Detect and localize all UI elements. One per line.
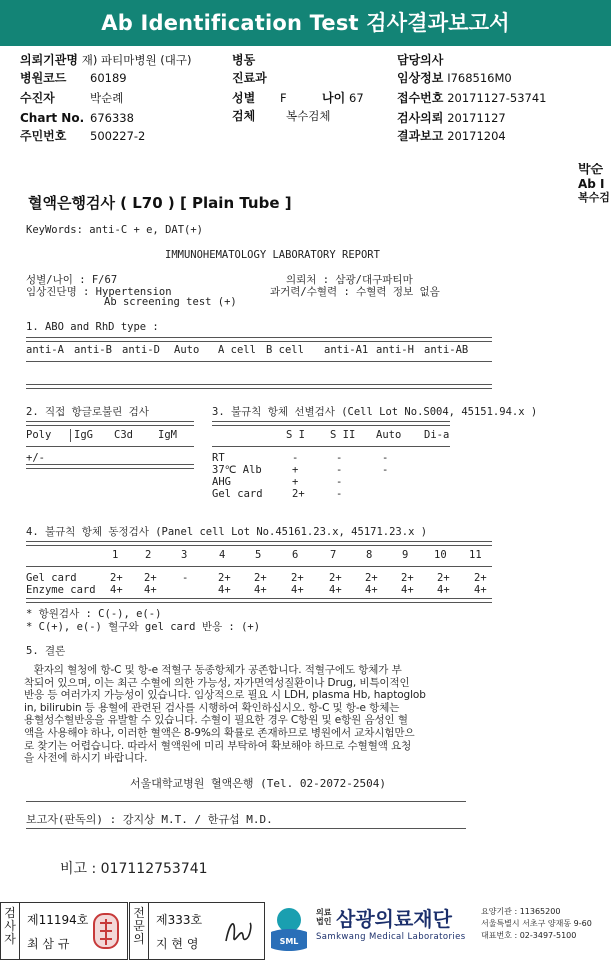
sec3-row: [212, 476, 462, 488]
keywords: KeyWords: anti-C + e, DAT(+): [26, 224, 204, 236]
sec2-h3: IgM: [158, 429, 177, 441]
footer: [0, 900, 611, 963]
adjacent-line-1: 박순: [578, 163, 604, 177]
antigen-line-2: * C(+), e(-) 혈구와 gel card 반응 : (+): [26, 621, 261, 633]
sec2-bottom-rule: [26, 464, 194, 469]
conclusion-text: [24, 664, 494, 765]
sec4-cell: -: [182, 572, 189, 584]
inspector-seal-icon: [91, 911, 121, 951]
sec4-bottom-rule: [26, 598, 492, 603]
hospital-code-value: 60189: [90, 71, 127, 85]
specimen-value: 복수검체: [286, 109, 331, 123]
sec3-cell-auto: -: [382, 452, 389, 464]
sec2-h1: IgG: [74, 429, 93, 441]
sec3-title: 3. 불규칙 항체 선별검사 (Cell Lot No.S004, 45151.94.x ): [212, 406, 538, 418]
report-title: Ab Identification Test 검사결과보고서: [101, 11, 510, 35]
hospital-code-label: 병원코드: [20, 71, 67, 85]
sec4-col: 10: [434, 549, 447, 561]
conclusion-line: 액을 사용해야 하나, 이러한 혈액은 8-9%의 확률로 존재하므로 병원에서 교차시험만으: [24, 726, 415, 739]
inspector-license: 제11194호: [27, 913, 89, 927]
sec4-cell: 2+: [110, 572, 123, 584]
sec3-row: [212, 464, 462, 476]
sec1-h0: anti-A: [26, 344, 64, 356]
sec1-top-rule: [26, 337, 492, 342]
sml-badge-text: SML: [279, 937, 299, 946]
sec2-value: +/-: [26, 452, 45, 464]
sec4-cell: 4+: [291, 584, 304, 596]
sec3-cell-si: +: [292, 476, 299, 488]
sec3-header-row: [212, 429, 462, 443]
diagnosis-line-2: Ab screening test (+): [104, 296, 237, 308]
request-label: 검사의뢰: [397, 111, 444, 125]
sec3-h2: Auto: [376, 429, 402, 441]
sec4-cell: 4+: [401, 584, 414, 596]
sec4-cell: 4+: [254, 584, 267, 596]
sec3-row: [212, 488, 462, 500]
test-title: 혈액은행검사 ( L70 ) [ Plain Tube ]: [28, 194, 292, 212]
sec2-h2: C3d: [114, 429, 133, 441]
signature-icon: [220, 911, 260, 951]
sec3-table: [212, 452, 462, 504]
sec4-header-row: [26, 549, 496, 563]
sec1-bottom-rule: [26, 384, 492, 389]
sec4-title: 4. 불규칙 항체 동정검사 (Panel cell Lot No.45161.23.x, 45171.23.x ): [26, 526, 428, 538]
sec4-col: 7: [330, 549, 337, 561]
sec4-cell: 2+: [365, 572, 378, 584]
logo-english: Samkwang Medical Laboratories: [316, 932, 466, 942]
sec4-col: 1: [112, 549, 119, 561]
report-date-label: 결과보고: [397, 129, 444, 143]
requester-line: 의뢰처 : 삼광/대구파티마: [286, 274, 413, 286]
sec5-title: 5. 결론: [26, 645, 66, 657]
specimen-label: 검체: [232, 109, 256, 123]
chart-label: Chart No.: [20, 111, 85, 125]
sec2-h0: Poly: [26, 429, 52, 441]
sec4-cell: 4+: [110, 584, 123, 596]
sec2-header-row: [26, 429, 196, 443]
logo-prefix: [316, 908, 331, 926]
sec3-cell-si: 2+: [292, 488, 305, 500]
sec3-h0: S I: [286, 429, 305, 441]
ward-label: 병동: [232, 53, 256, 67]
chart-value: 676338: [90, 111, 134, 125]
report-date-value: 20171204: [447, 129, 506, 143]
sec4-row-label: Enzyme card: [26, 584, 96, 596]
conclusion-line: 을 사전에 하시기 바랍니다.: [24, 752, 148, 765]
sec4-cell: 4+: [144, 584, 157, 596]
sec1-h1: anti-B: [74, 344, 112, 356]
reporter-line: 보고자(판독의) : 강지상 M.T. / 한규섭 M.D.: [26, 813, 273, 826]
sec4-col: 2: [145, 549, 152, 561]
sml-logo-icon: [267, 902, 311, 954]
sec4-col: 6: [292, 549, 299, 561]
sec1-h2: anti-D: [122, 344, 160, 356]
sec4-cell: 4+: [437, 584, 450, 596]
sec4-mid-rule: [26, 566, 492, 567]
id-value: 500227-2: [90, 129, 146, 143]
sec3-row-label: AHG: [212, 476, 231, 488]
sec1-h8: anti-AB: [424, 344, 469, 356]
contact-line-1: 요양기관 : 11365200: [481, 907, 561, 916]
sec3-row-label: 37℃ Alb: [212, 464, 262, 476]
antigen-line-1: * 항원검사 : C(-), e(-): [26, 608, 162, 620]
clinical-label: 임상정보: [397, 71, 444, 85]
contact-line-3: 대표번호 : 02-3497-5100: [481, 931, 577, 940]
reporter-bottom-rule: [26, 828, 466, 829]
diagnosis-line-1: 임상진단명 : Hypertension: [26, 286, 172, 298]
sec4-cell: 4+: [365, 584, 378, 596]
sec4-col: 8: [366, 549, 373, 561]
specialist-stamp-box: [129, 902, 265, 960]
sec4-col: 9: [402, 549, 409, 561]
sec1-h7: anti-H: [376, 344, 414, 356]
request-value: 20171127: [447, 111, 506, 125]
sec3-cell-auto: -: [382, 464, 389, 476]
sec3-row: [212, 452, 462, 464]
sec2-mid-rule: [26, 446, 194, 447]
contact-line-2: 서울특별시 서초구 양재동 9-60: [481, 919, 592, 928]
sec4-cell: 2+: [401, 572, 414, 584]
sex-label: 성별: [232, 91, 256, 105]
age-label: 나이: [322, 91, 346, 105]
sec4-top-rule: [26, 541, 492, 546]
sec1-h6: anti-A1: [324, 344, 369, 356]
inspector-stamp-box: [0, 902, 128, 960]
age-value: 67: [349, 91, 364, 105]
inspector-label: 검 사 자: [4, 906, 16, 946]
sec4-row-enzyme: [26, 584, 496, 598]
specialist-license: 제333호: [156, 913, 203, 927]
sec4-col: 3: [181, 549, 188, 561]
sec3-cell-si: -: [292, 452, 299, 464]
blood-bank-line: 서울대학교병원 혈액은행 (Tel. 02-2072-2504): [130, 777, 386, 790]
sec4-cell: 2+: [218, 572, 231, 584]
sec1-title: 1. ABO and RhD type :: [26, 321, 159, 333]
sec3-h3: Di-a: [424, 429, 450, 441]
note-line: 비고 : 017112753741: [60, 861, 208, 877]
report-title-bar: [0, 0, 611, 46]
sec4-row-label: Gel card: [26, 572, 77, 584]
sec4-cell: 4+: [329, 584, 342, 596]
sec4-cell: 4+: [218, 584, 231, 596]
sec4-cell: 2+: [291, 572, 304, 584]
sec3-row-label: Gel card: [212, 488, 263, 500]
sec3-row-label: RT: [212, 452, 225, 464]
sec4-cell: 2+: [474, 572, 487, 584]
sec4-col: 11: [469, 549, 482, 561]
sec1-mid-rule: [26, 361, 492, 362]
history-line: 과거력/수혈력 : 수혈력 정보 없음: [270, 286, 440, 298]
sec1-h4: A cell: [218, 344, 256, 356]
adjacent-page-edge: [578, 163, 611, 205]
patient-label: 수진자: [20, 91, 55, 105]
conclusion-line: 로 찾기는 어렵습니다. 따라서 혈액원에 미리 부탁하여 확보해야 하므로 수혈혈액 요청: [24, 739, 412, 752]
conclusion-line: 반응 등 여러가지 가능성이 있습니다. 임상적으로 필요 시 LDH, plasma Hb, haptoglob: [24, 689, 426, 702]
sec4-cell: 2+: [254, 572, 267, 584]
conclusion-line: 착되어 있으며, 이는 최근 수혈에 의한 가능성, 자가면역성질환이나 Drug, 비특이적인: [24, 676, 410, 689]
contact-info: [481, 906, 592, 942]
sec3-h1: S II: [330, 429, 356, 441]
inspector-name: 최 삼 규: [27, 937, 70, 951]
sec3-cell-sii: -: [336, 452, 343, 464]
patient-value: 박순례: [90, 91, 124, 105]
sec3-cell-sii: -: [336, 476, 343, 488]
sec2-col-divider: [70, 429, 71, 442]
lab-report-title: IMMUNOHEMATOLOGY LABORATORY REPORT: [165, 249, 380, 261]
conclusion-line: 환자의 혈청에 항-C 및 항-e 적혈구 동종항체가 공존합니다. 적혈구에도 항체가 부: [24, 664, 402, 676]
sec4-col: 4: [219, 549, 226, 561]
conclusion-line: in, bilirubin 등 용혈에 관련된 검사를 시행하여 확인하십시오. 항-C 및 항-e 항체는: [24, 701, 400, 714]
receipt-label: 접수번호: [397, 91, 444, 105]
institution-value: 재) 파티마병원 (대구): [81, 53, 192, 67]
doctor-label: 담당의사: [397, 53, 444, 67]
institution-label: 의뢰기관명: [20, 53, 78, 67]
sec3-cell-sii: -: [336, 488, 343, 500]
dept-label: 진료과: [232, 71, 267, 85]
sec3-mid-rule: [212, 446, 450, 447]
sec2-title: 2. 직접 항글로불린 검사: [26, 406, 149, 418]
specialist-label: 전 문 의: [133, 906, 145, 946]
adjacent-line-2: Ab I: [578, 177, 605, 191]
reporter-top-rule: [26, 801, 466, 802]
id-label: 주민번호: [20, 129, 67, 143]
sec3-cell-sii: -: [336, 464, 343, 476]
sec1-h3: Auto: [174, 344, 200, 356]
clinical-value: I768516M0: [447, 71, 512, 85]
receipt-value: 20171127-53741: [447, 91, 547, 105]
sec4-cell: 2+: [144, 572, 157, 584]
sex-value: F: [280, 91, 287, 105]
logo-prefix-2: 법인: [316, 917, 332, 926]
sec4-cell: 2+: [329, 572, 342, 584]
sec2-top-rule: [26, 421, 194, 426]
sec3-top-rule: [212, 421, 450, 426]
sec3-cell-si: +: [292, 464, 299, 476]
sec4-cell: 2+: [437, 572, 450, 584]
sex-age-line: 성별/나이 : F/67: [26, 274, 118, 286]
adjacent-line-3: 복수검: [578, 191, 610, 204]
sec4-col: 5: [255, 549, 262, 561]
sec4-cell: 4+: [474, 584, 487, 596]
sec1-h5: B cell: [266, 344, 304, 356]
conclusion-line: 용혈성수혈반응을 유발할 수 있습니다. 수혈이 필요한 경우 C항원 및 e항원 음성인 혈: [24, 714, 408, 727]
logo-prefix-1: 의료: [316, 908, 332, 917]
sec1-header-row: [26, 344, 496, 358]
logo-name: 삼광의료재단: [336, 907, 452, 931]
specialist-name: 지 현 영: [156, 937, 199, 951]
